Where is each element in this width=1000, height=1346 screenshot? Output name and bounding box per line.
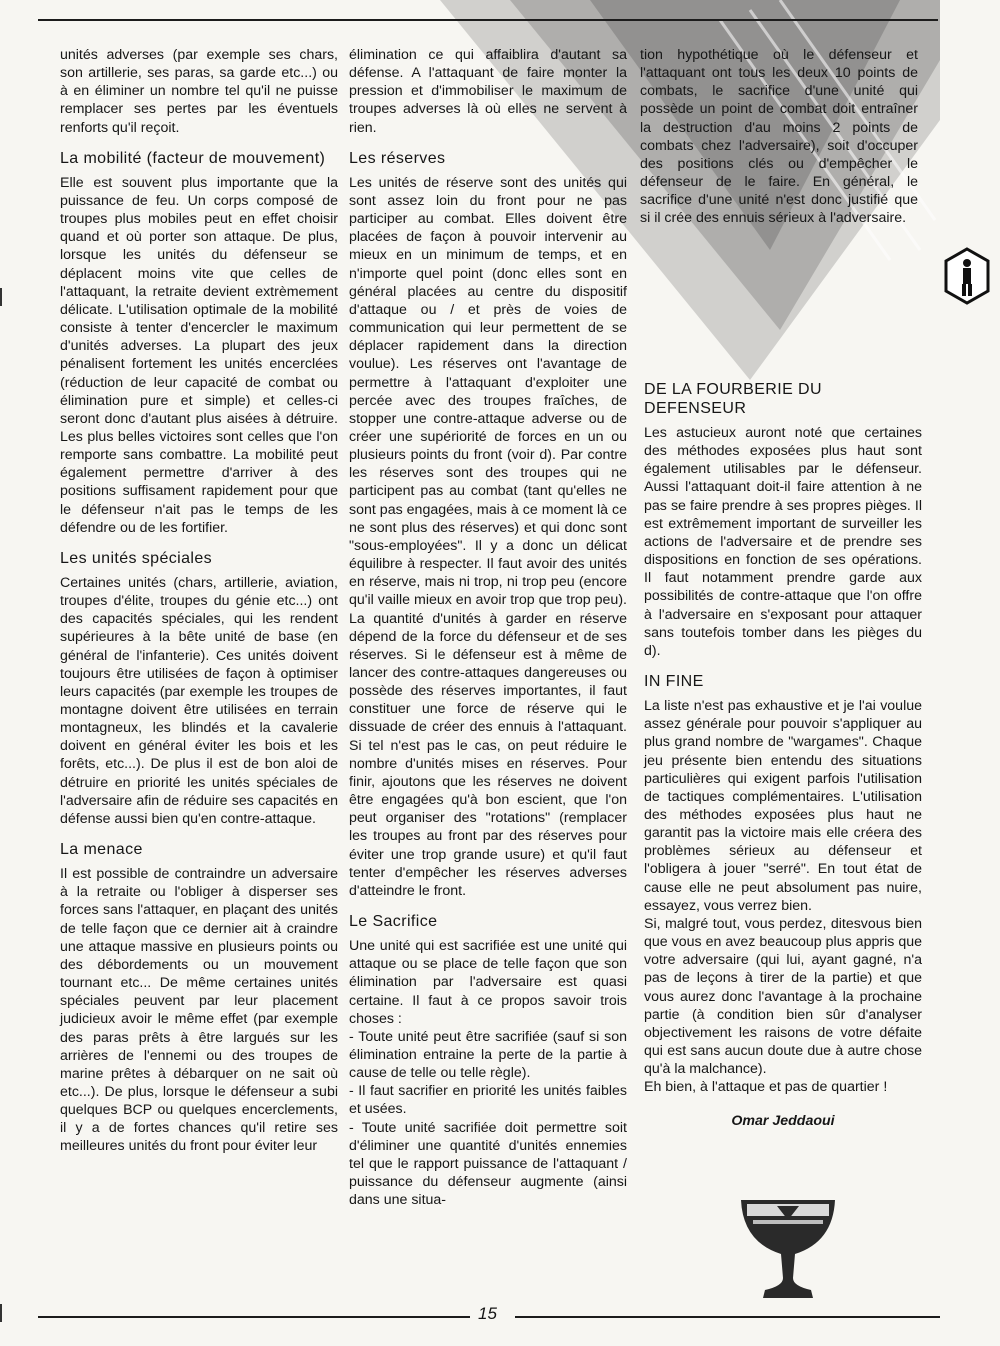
section-heading-mobilite: La mobilité (facteur de mouvement) [60,149,326,167]
paragraph: Eh bien, à l'attaque et pas de quartier ! [644,1079,888,1096]
section-heading-reserves: Les réserves [349,149,446,167]
paragraph: Une unité qui est sacrifiée est une unité qui attaque ou se place de telle façon que son élimination par l'adversaire est quasi certaine. Il faut à ce propos savoir trois choses : [349,938,627,1027]
column-left [60,46,338,1156]
column-middle [349,46,627,1209]
paragraph: tion hypothétique où le défenseur et l'attaquant ont tous les deux 10 points de combats, le sacrifice d'une unité qui possède un point de combat doit entraîner la destruction d'au moins 2 points de combats chez l'adversaire), soit d'occuper des positions clés ou d'empêcher le défenseur de le faire. En général, le sacrifice d'une unité n'est donc justifié que si il crée des ennuis sérieux à l'adversaire. [640,47,918,227]
top-rule [38,19,938,21]
section-heading-fourberie: DE LA FOURBERIE DU DEFENSEUR [644,381,822,417]
bottom-rule-left [38,1316,470,1318]
goblet-emblem-icon [733,1198,843,1300]
page-number: 15 [478,1304,497,1323]
paragraph: élimination ce qui affaiblira d'autant sa défense. A l'attaquant de faire monter la pression et d'immobiliser le maximum de troupes adverses là où elles ne servent à rien. [349,47,627,136]
author-signature: Omar Jeddaoui [731,1113,835,1130]
section-heading-unites-speciales: Les unités spéciales [60,549,213,567]
paragraph: Certaines unités (chars, artillerie, aviation, troupes d'élite, troupes du génie etc...) ont des capacités spéciales, qui les rendent supérieures à la bête unité de base (en général de l'infanterie). Ces unités doivent toujours être utilisées de façon à optimiser leurs capacités (par exemple les troupes de montagne doivent être utilisées en terrain montagneux, les blindés et la cavalerie doivent en général éviter les bois et les forêts, etc...). De plus il est de bon aloi de détruire en priorité les unités spéciales de l'adversaire afin de réduire ses capacités en défense aussi bien qu'en contre-attaque. [60,574,338,827]
margin-tick [0,288,2,306]
paragraph: - Toute unité sacrifiée doit permettre soit d'éliminer une quantité d'unités ennemies tel que le rapport puissance de l'attaquant / puissance du défenseur augmente (ainsi dans une situa- [349,1119,627,1209]
paragraph: unités adverses (par exemple ses chars, son artillerie, ses paras, sa garde etc...) ou à en éliminer un nombre tel qu'il ne puisse remplacer ses pertes par les éventuels renforts qu'il reçoit. [60,47,338,136]
paragraph: Il est possible de contraindre un adversaire à la retraite ou l'obliger à disperser ses forces sans l'attaquer, en plaçant des unités de telle façon que ce dernier ait à craindre une attaque massive en plusieurs points ou des débordements ou un mouvement tournant etc... De même certaines unités spéciales peuvent par leur placement judicieux avoir le même effet (par exemple des paras prêts à être largués sur les arrières de l'ennemi ou des troupes de marine prêtes à débarquer on ne sait où etc...). De plus, lorsque le défenseur a subi quelques BCP ou quelques encerclements, il y a de fortes chances qu'il retire ses meilleures unités du front pour éviter leur [60,866,338,1155]
paragraph: - Toute unité peut être sacrifiée (sauf si son élimination entraine la perte de la partie à cause de telle ou telle règle). [349,1028,627,1082]
margin-tick [0,1304,2,1322]
section-heading-in-fine: IN FINE [644,673,704,691]
section-heading-sacrifice: Le Sacrifice [349,913,438,931]
paragraph: Elle est souvent plus importante que la puissance de feu. Un corps composé de troupes plus mobiles peut en effet choisir quand et où porter son attaque. De plus, lorsque les unités du défenseur se déplacent moins vite que celles de l'attaquant, la retraite devient extrèmement délicate. L'utilisation optimale de la mobilité consiste à tenter d'encercler le maximum d'unités adverses. La plupart des jeux pénalisent fortement les unités encerclées (réduction de leur capacité de combat ou élimination pure et simple) et celles-ci seront donc d'autant plus aisées à détruire. Les plus belles victoires sont celles que l'on remporte sans combattre. La mobilité peut également permettre d'arriver à des positions suffisament rapidement pour que le défenseur n'ait pas le temps de les défendre ou de les fortifier. [60,174,338,536]
section-heading-menace: La menace [60,841,143,859]
column-right-top [640,46,918,228]
paragraph: Les astucieux auront noté que certaines des méthodes exposées plus haut sont également utilisables par le défenseur. Aussi l'attaquant doit-il faire attention à ne pas se faire prendre à ses propres pièges. Il est extrêmement important de surveiller les actions de l'adversaire et de prendre ses dispositions en fonction de ses opérations. Il faut notamment prendre garde aux possibilités de contre-attaque que l'on offre à l'adversaire en s'exposant pour attaquer sans toutefois tomber dans les pièges du d). [644,425,922,659]
paragraph: - Il faut sacrifier en priorité les unités faibles et usées. [349,1083,627,1118]
paragraph: Si, malgré tout, vous perdez, ditesvous bien que vous en avez beaucoup plus appris que votre adversaire (qui lui, ayant gagné, n'a pas de leçons à tirer de la partie) et que vous aurez donc l'avantage à la prochaine partie (à condition bien sûr d'analyser objectivement les raisons de votre défaite qui est sans aucun doute due à autre chose qu'à la malchance). [644,915,922,1078]
figure-badge-icon [942,246,992,306]
paragraph: La liste n'est pas exhaustive et je l'ai voulue assez générale pour pouvoir s'appliquer au plus grand nombre de "wargames". Chaque jeu présente bien entendu des situations particulières qui exigent parfois l'utilisation de tactiques complémentaires. L'utilisation des méthodes exposées plus haut ne garantit pas la victoire mais elle créera des problèmes sérieux au défenseur et l'obligera à jouer "serré". En tout état de cause elle ne peut absolument pas nuire, essayez, vous verrez bien. [644,698,922,914]
column-right-bottom [644,368,922,1131]
paragraph: Les unités de réserve sont des unités qui sont assez loin du front pour ne pas participer au combat. Elles doivent être placées de façon à pouvoir intervenir au mieux en un minimum de temps, et en n'importe quel point (donc elles sont en général placées au centre du dispositif d'attaque ou / et près de voies de communication qui leur permettent de se déplacer rapidement dans la direction voulue). Les réserves ont l'avantage de permettre à l'attaquant d'exploiter une percée avec des troupes fraîches, de stopper une contre-attaque adverse ou de créer une supériorité de forces en un ou plusieurs points du front (voir d). Par contre les réserves sont des troupes qui ne participent pas au combat (tant qu'elles ne sont pas engagées, mais à ce moment là ce ne sont plus des réserves) et qui donc sont "sous-employées". Il y a donc un délicat équilibre à respecter. Il faut avoir des unités en réserve, mais ni trop, ni trop peu (encore qu'il vaille mieux en avoir trop que trop peu). La quantité d'unités à garder en réserve dépend de la force du défenseur et de ses réserves. Si le défenseur est à même de lancer des contre-attaques dangereuses ou possède des réserves importantes, il faut constituer une force de réserve qui le dissuade de créer des ennuis à l'attaquant. Si tel n'est pas le cas, on peut réduire le nombre d'unités mises en réserves. Pour finir, ajoutons que les réserves ne doivent être engagées qu'à bon escient, que l'on peut organiser des "rotations" (remplacer les troupes au front par des réserves pour éviter une trop grande usure) et qu'il faut tenter d'empêcher les réserves adverses d'atteindre le front. [349,174,627,899]
bottom-rule-right [515,1316,940,1318]
